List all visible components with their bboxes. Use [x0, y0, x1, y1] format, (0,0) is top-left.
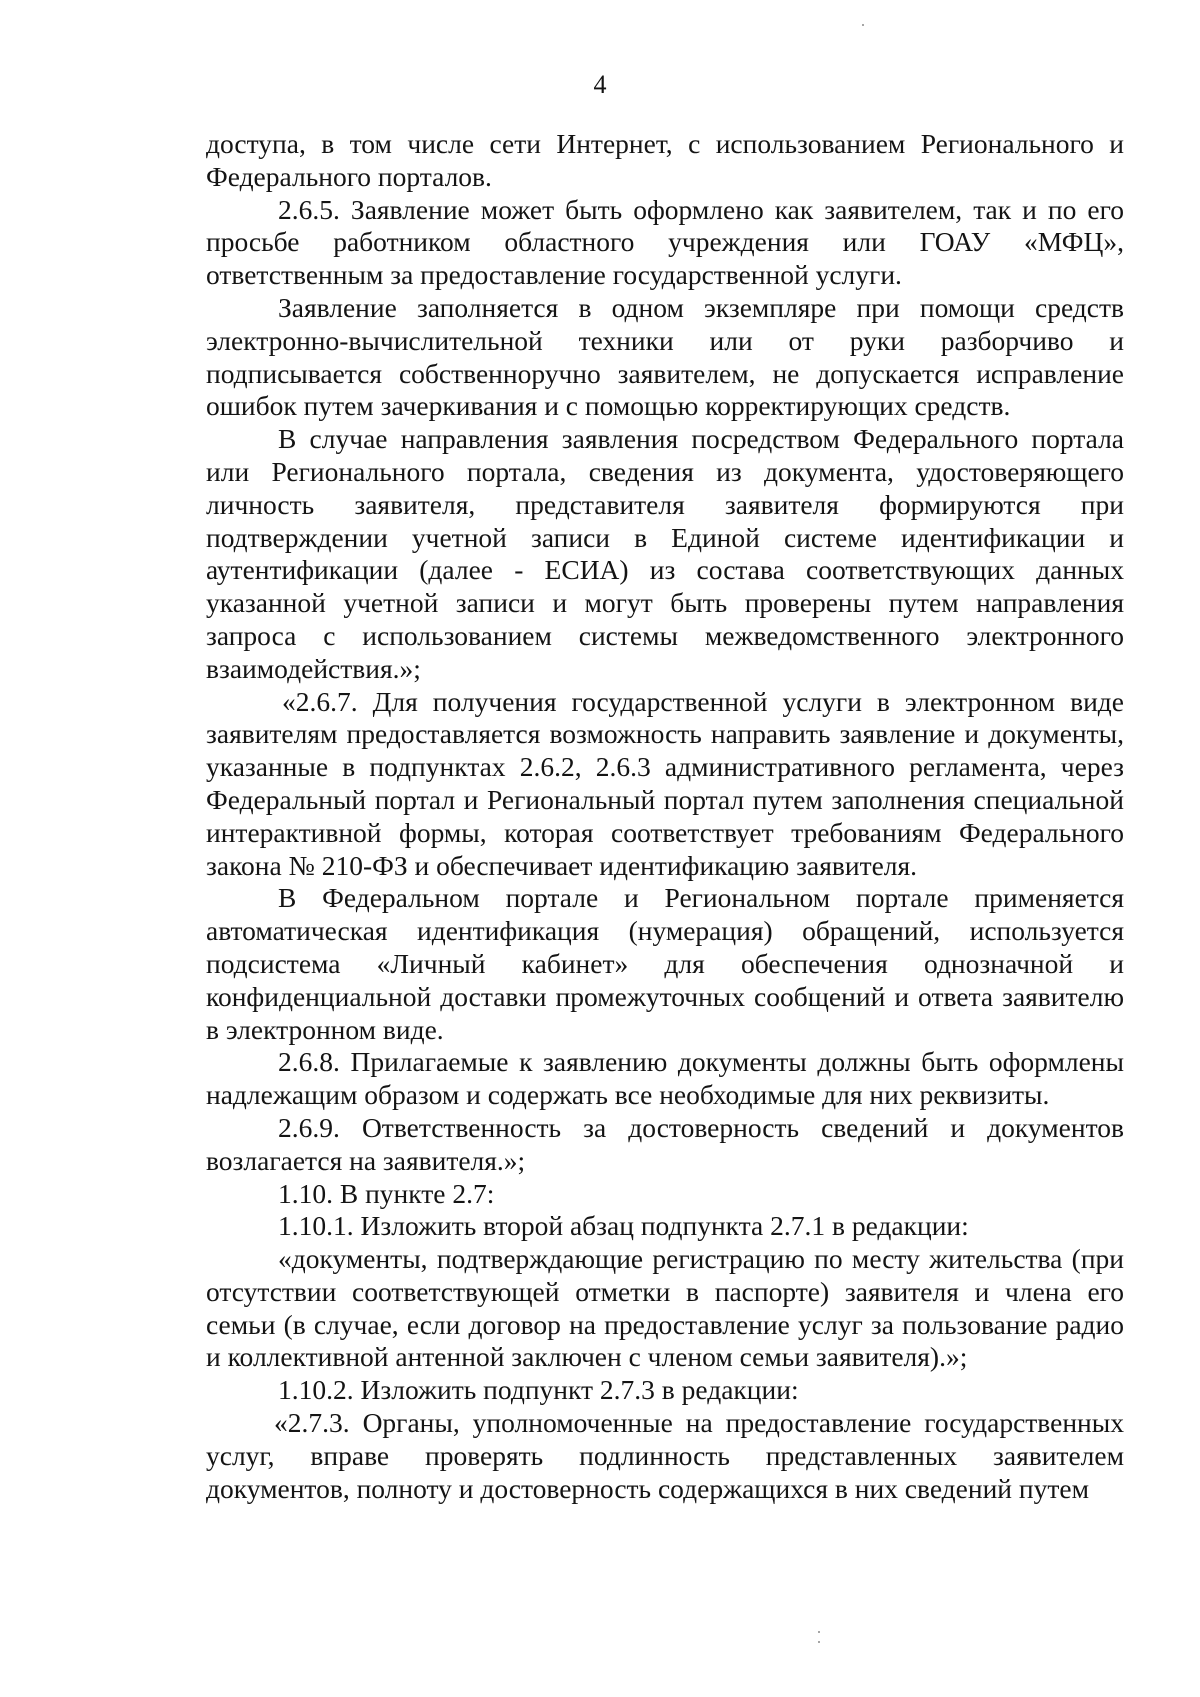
paragraph-2-6-7: «2.6.7. Для получения государственной услуги в электронном виде заявителям предоставляется возможность направить заявление и документы, указанные в подпунктах 2.6.2, 2.6.3 административного регламента, через Федеральный портал и Региональный портал путем заполнения специальной интерактивной формы, которая соответствует требованиям Федерального закона № 210-ФЗ и обеспечивает идентификацию заявителя.: [206, 685, 1124, 881]
paragraph-application-filling: Заявление заполняется в одном экземпляре при помощи средств электронно-вычислительной техники или от руки разборчиво и подписывается собственноручно заявителем, не допускается исправление ошибок путем зачеркивания и с помощью корректирующих средств.: [206, 291, 1124, 422]
paragraph-esia: В случае направления заявления посредством Федерального портала или Регионального портала, сведения из документа, удостоверяющего личность заявителя, представителя заявителя формируются при подтверждении учетной записи в Единой системе идентификации и аутентификации (далее - ЕСИА) из состава соответствующих данных указанной учетной записи и могут быть проверены путем направления запроса с использованием системы межведомственного электронного взаимодействия.»;: [206, 423, 1124, 684]
scan-speck: [818, 1641, 820, 1643]
scan-speck: [818, 1631, 820, 1633]
paragraph-2-6-9: 2.6.9. Ответственность за достоверность сведений и документов возлагается на заявителя.»;: [206, 1111, 1124, 1176]
paragraph-2-6-8: 2.6.8. Прилагаемые к заявлению документы должны быть оформлены надлежащим образом и содержать все необходимые для них реквизиты.: [206, 1046, 1124, 1111]
paragraph-2-6-5: 2.6.5. Заявление может быть оформлено как заявителем, так и по его просьбе работником областного учреждения или ГОАУ «МФЦ», ответственным за предоставление государственной услуги.: [206, 193, 1124, 291]
document-body: [206, 128, 1124, 1505]
scan-speck: [862, 24, 864, 26]
paragraph-continuation: доступа, в том числе сети Интернет, с использованием Регионального и Федерального порталов.: [206, 128, 1124, 192]
paragraph-portal-identification: В Федеральном портале и Региональном портале применяется автоматическая идентификация (нумерация) обращений, используется подсистема «Личный кабинет» для обеспечения однозначной и конфиденциальной доставки промежуточных сообщений и ответа заявителю в электронном виде.: [206, 882, 1124, 1045]
page-number: 4: [593, 70, 607, 99]
paragraph-1-10-1: 1.10.1. Изложить второй абзац подпункта 2.7.1 в редакции:: [278, 1210, 969, 1242]
paragraph-1-10: 1.10. В пункте 2.7:: [278, 1177, 495, 1209]
paragraph-documents-quote: «документы, подтверждающие регистрацию по месту жительства (при отсутствии соответствующей отметки в паспорте) заявителя и члена его семьи (в случае, если договор на предоставление услуг за пользование радио и коллективной антенной заключен с членом семьи заявителя).»;: [206, 1243, 1124, 1373]
paragraph-1-10-2: 1.10.2. Изложить подпункт 2.7.3 в редакции:: [278, 1374, 799, 1406]
paragraph-2-7-3: «2.7.3. Органы, уполномоченные на предоставление государственных услуг, вправе проверять подлинность представленных заявителем документов, полноту и достоверность содержащихся в них сведений путем: [206, 1407, 1124, 1504]
